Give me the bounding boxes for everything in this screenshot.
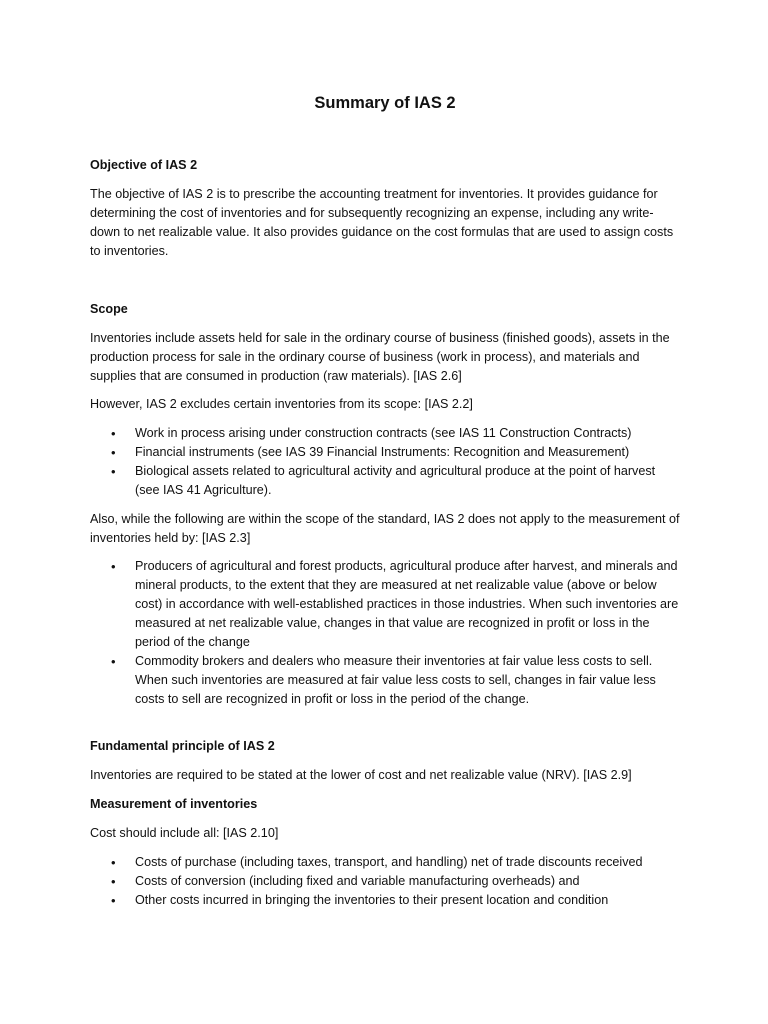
excluded-list [90,424,680,500]
list-item: • Producers of agricultural and forest products, agricultural produce after harvest, and minerals and mineral products, to the extent that they are measured at net realizable value (above or below cost) in accordance with well-established practices in those industries. When such inventories are measured at net realizable value, changes in that value are recognized in profit or loss in the period of the change [90,557,680,652]
list-item: • Costs of purchase (including taxes, transport, and handling) net of trade discounts received [90,853,680,872]
measurement-heading: Measurement of inventories [90,797,258,811]
document-title: Summary of IAS 2 [314,94,456,112]
fundamental-heading: Fundamental principle of IAS 2 [90,739,275,753]
scope-paragraph-1: Inventories include assets held for sale in the ordinary course of business (finished goods), assets in the production process for sale in the ordinary course of business (work in process), and materials and supplies that are consumed in production (raw materials). [IAS 2.6] [90,331,670,383]
list-item: • Other costs incurred in bringing the inventories to their present location and condition [90,891,680,910]
list-item: • Commodity brokers and dealers who measure their inventories at fair value less costs to sell. When such inventories are measured at fair value less costs to sell, changes in fair value less costs to sell are recognized in profit or loss in the period of the change. [90,652,680,709]
not-measured-list [90,557,680,709]
list-item: • Costs of conversion (including fixed and variable manufacturing overheads) and [90,872,680,891]
objective-heading: Objective of IAS 2 [90,158,198,172]
scope-heading: Scope [90,302,128,316]
measurement-paragraph: Cost should include all: [IAS 2.10] [90,826,279,840]
scope-paragraph-3: Also, while the following are within the scope of the standard, IAS 2 does not apply to the measurement of inventories held by: [IAS 2.3] [90,512,680,545]
list-item: • Financial instruments (see IAS 39 Financial Instruments: Recognition and Measurement) [90,443,680,462]
list-item: • Biological assets related to agricultural activity and agricultural produce at the point of harvest (see IAS 41 Agriculture). [90,462,680,500]
list-item: • Work in process arising under construction contracts (see IAS 11 Construction Contracts) [90,424,680,443]
scope-paragraph-2: However, IAS 2 excludes certain inventories from its scope: [IAS 2.2] [90,397,473,411]
fundamental-paragraph: Inventories are required to be stated at the lower of cost and net realizable value (NRV). [IAS 2.9] [90,768,632,782]
cost-components-list [90,853,680,910]
objective-paragraph: The objective of IAS 2 is to prescribe the accounting treatment for inventories. It provides guidance for determining the cost of inventories and for subsequently recognizing an expense, including any write-down to net realizable value. It also provides guidance on the cost formulas that are used to assign costs to inventories. [90,187,674,258]
